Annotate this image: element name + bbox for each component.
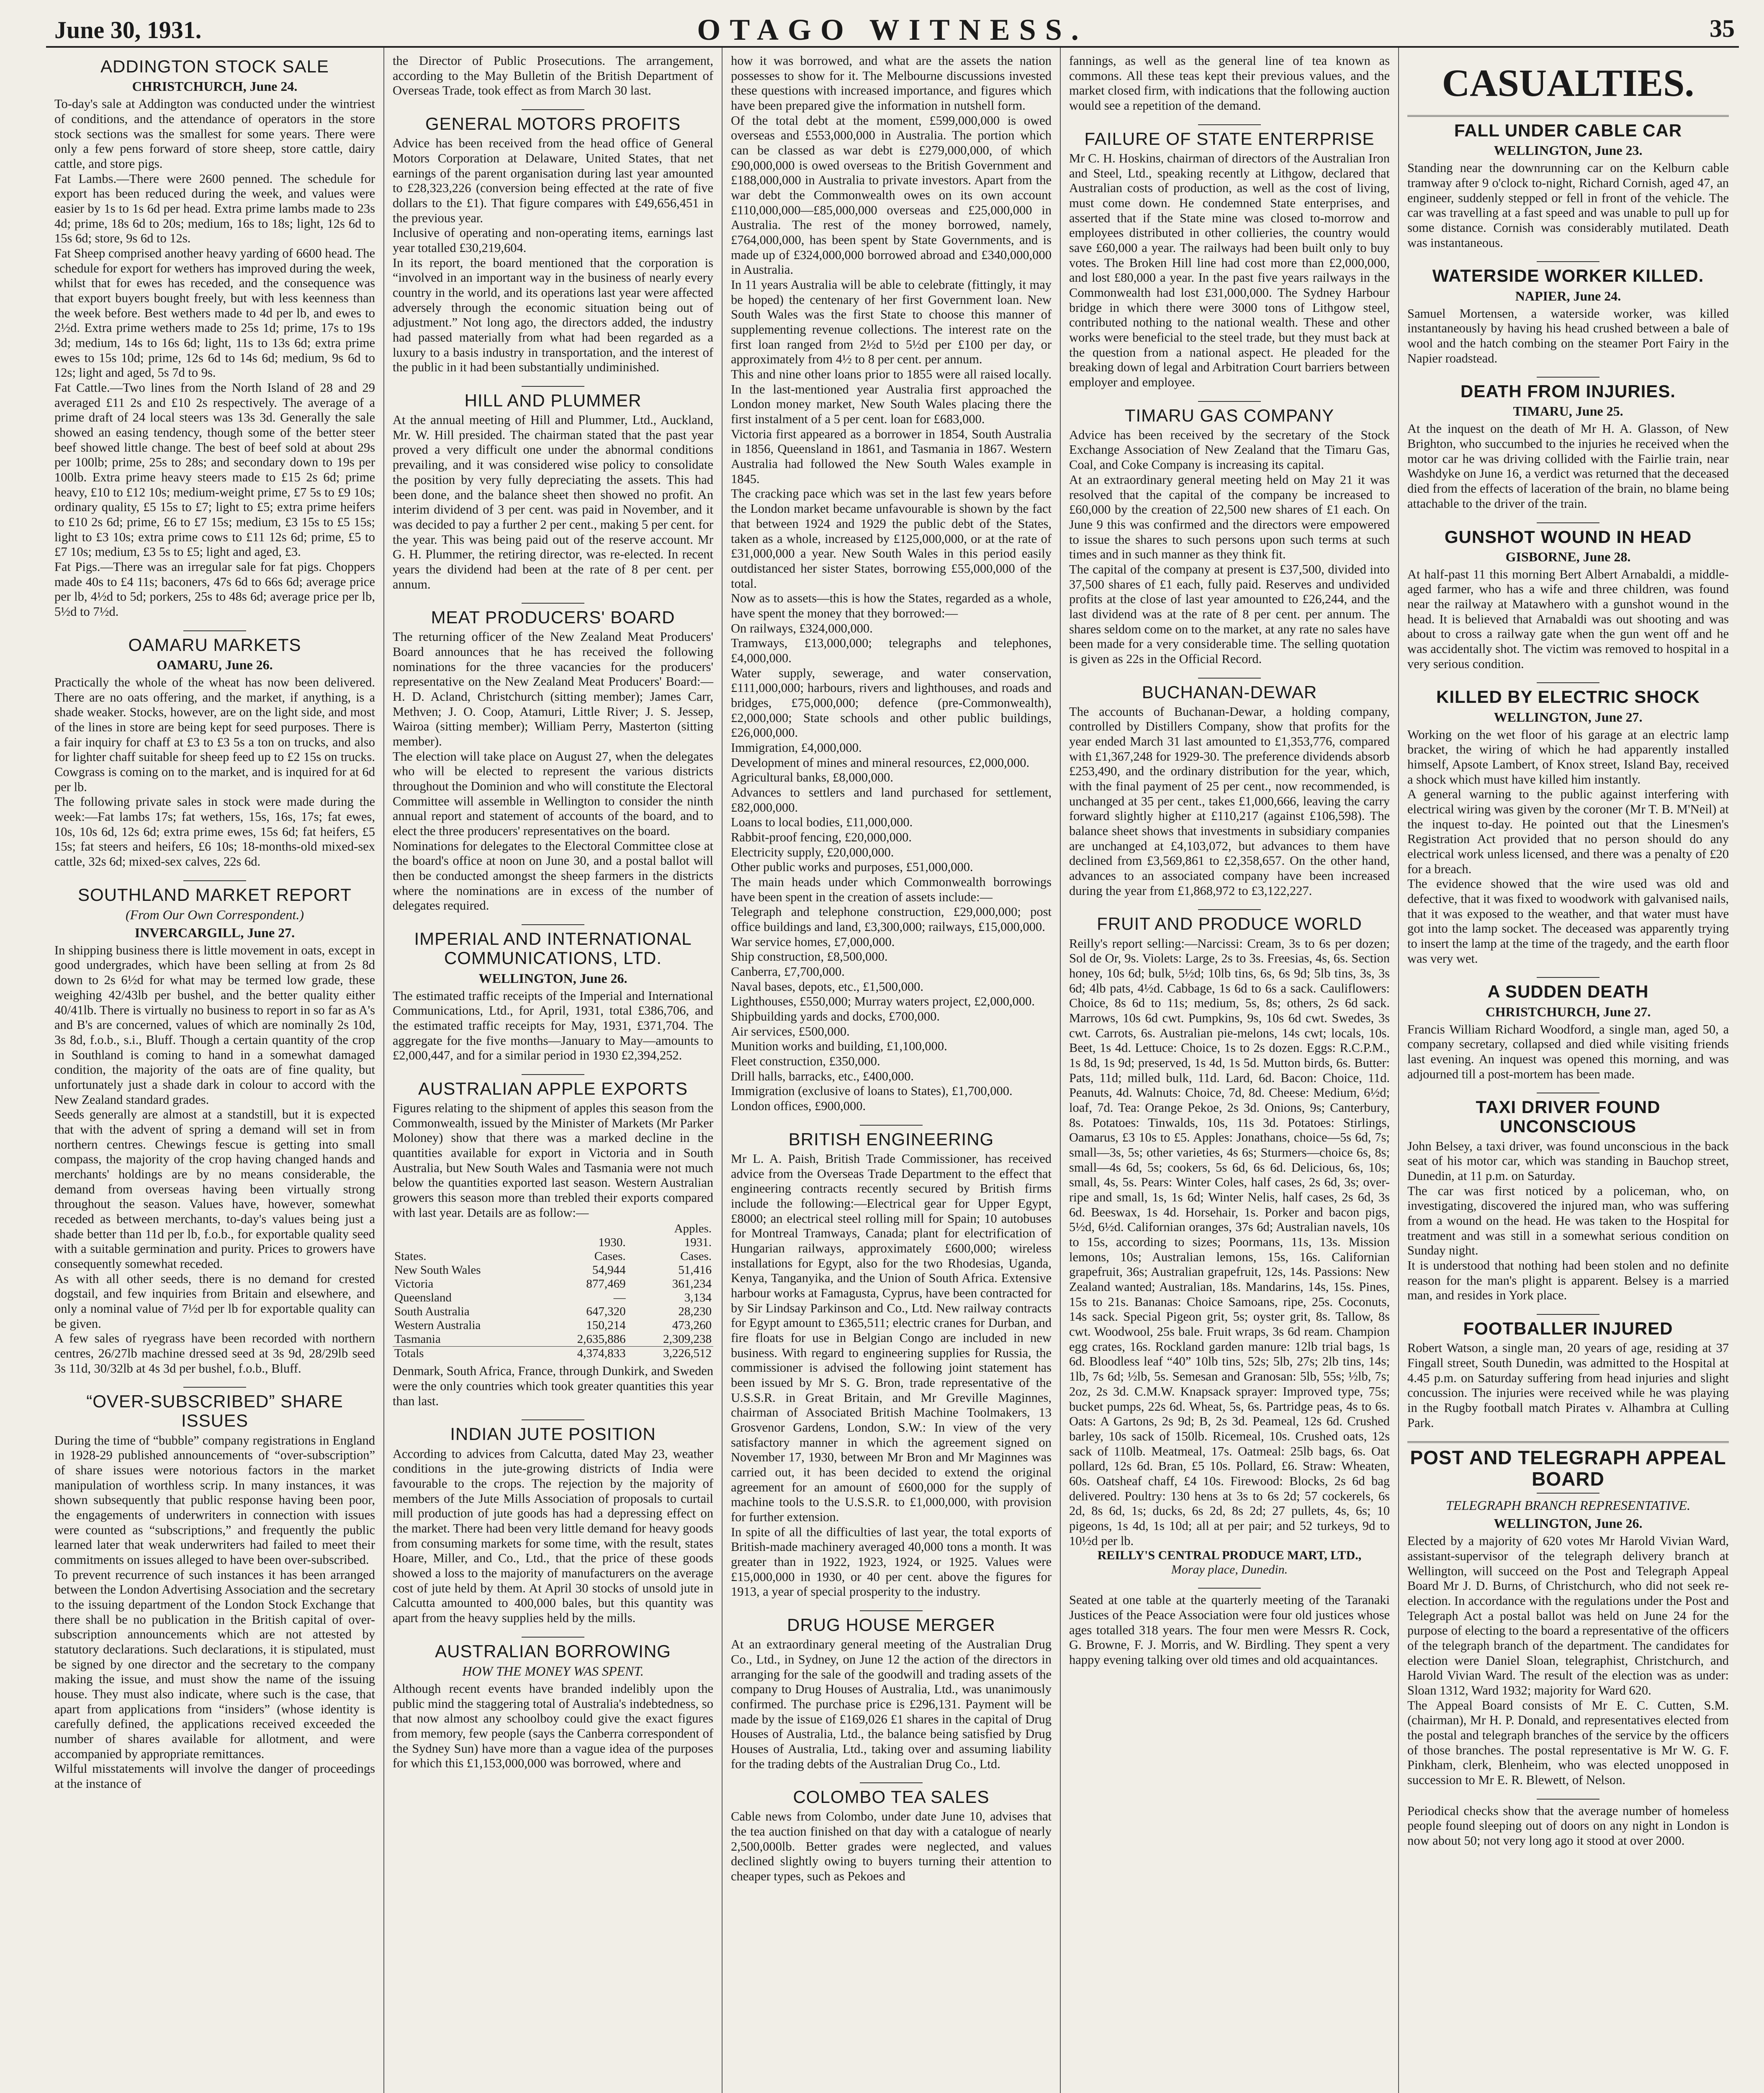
article-body: Advice has been received from the head office of General Motors Corporation at Delaware, United States, that net earnings of the parent organisation during last year amounted to £28,323,226 (conversion being effected at the rate of five dollars to the £1). That figure compares with £49,656,451 in the previous year. Inclusive of operating and non-operating items, earnings last year totalled £30,219,604. In its report, the board mentioned that the corporation is “involved in an important way in the business of nearly every country in the world, and its operations last year were affected adversely through the economic situation being out of adjustment.” Not long ago, the directors added, the industry had passed materially from what had been regarded as a luxury to a basis industry in transportation, and the interest of the public in it had been substantially undiminished. (393, 136, 713, 375)
column-4 (1061, 48, 1399, 2093)
state-name: Victoria (394, 1277, 434, 1291)
advertiser-name: REILLY'S CENTRAL PRODUCE MART, LTD., (1097, 1548, 1362, 1563)
cases-1931: 51,416 (678, 1263, 712, 1277)
article-body: Mr L. A. Paish, British Trade Commissioner, has received advice from the Overseas Trade Department to the effect that engineering contracts recently secured by British firms include the following:—Electrical gear for Upper Egypt, £8000; an electrical steel rolling mill for Spain; 10 autobuses for Montreal Tramways, Canada; plant for electrification of Hungarian railways, approximately £600,000; wireless installations for Egypt, also for the two Rhodesias, Uganda, Kenya, Tanganyika, and the Union of South Africa. Extensive harbour works at Famagusta, Cyprus, have been contracted for by Sir Lindsay Parkinson and Co., Ltd. New railway contracts for Egypt amount to £365,511; electric cranes for Durban, and fire floats for use in Belgian Congo are included in new business. With regard to engineering supplies for Russia, the commissioner is advised the following joint statement has been issued by Mr S. G. Bron, trade representative of the U.S.S.R. in Great Britain, and Mr Greville Maginnes, chairman of Associated British Machine Toolmakers, 13 Grosvenor Gardens, London, S.W.: In view of the very satisfactory manner in which the agreement signed on November 17, 1930, between Mr Bron and Mr Maginnes was carried out, it has been decided to extend the original agreement for an amount of £600,000 for the supply of machine tools to the U.S.S.R. to £1,000,000, with provision for further extension. In spite of all the difficulties of last year, the total exports of British-made machinery averaged 40,000 tons a month. It was greater than in 1922, 1923, 1924, or 1925. Values were £15,000,000 in 1930, or 40 per cent. above the figures for 1913, a year of special prosperity to the industry. (731, 1151, 1052, 1599)
article-headline: SOUTHLAND MARKET REPORT (78, 885, 352, 905)
table-unit-row: States. Cases. Cases. (393, 1250, 713, 1263)
columns (46, 48, 1739, 2093)
divider (1537, 522, 1599, 523)
state-name: Western Australia (394, 1319, 481, 1332)
article-southland (54, 885, 375, 1376)
article-body: fannings, as well as the general line of tea known as commons. All these teas kept their previous values, and the market closed firm, with indications that the following auction would see a repetition of the demand. (1069, 54, 1390, 113)
divider (522, 1074, 584, 1075)
article-headline: TAXI DRIVER FOUND UNCONSCIOUS (1476, 1097, 1661, 1136)
article-body: Standing near the downrunning car on the Kelburn cable tramway after 9 o'clock to-night, Richard Cornish, aged 47, an engineer, suddenly stepped or fell in front of the vehicle. The car was travelling at a fast speed and was unable to pull up for some distance. Cornish was considerably mutilated. Death was instantaneous. (1407, 161, 1729, 250)
article-body: Elected by a majority of 620 votes Mr Harold Vivian Ward, assistant-supervisor of the telegraph delivery branch at Wellington, will succeed on the Post and Telegraph Appeal Board Mr J. D. Burns, of Christchurch, who did not seek re-election. In accordance with the regulations under the Post and Telegraph Act a postal ballot was held on June 24 for the purpose of electing to the board a representative of the officers of the telegraph branch of the department. The candidates for election were Daniel Sloan, telegraphist, Christchurch, and Harold Vivian Ward. The result of the election was as under: Sloan 1312, Ward 1932; majority for Ward 620. The Appeal Board consists of Mr E. C. Cutten, S.M. (chairman), Mr H. P. Donald, and representatives elected from the postal and telegraph branches of the service by the officers of those branches. The postal representative is Mr W. G. F. Pinkham, clerk, Blenheim, who was elected unopposed in succession to Mr E. R. Blewett, of Nelson. (1407, 1534, 1729, 1787)
article-body: To-day's sale at Addington was conducted under the wintriest of conditions, and the attendance of operators in the store stock sections was the smallest for some years. There were only a few pens forward of store sheep, store cattle, dairy cattle, and store pigs. Fat Lambs.—There were 2600 penned. The schedule for export has been reduced during the week, and values were easier by 1s to 1s 6d per head. Extra prime lambs made to 23s 4d; prime, 18s 6d to 20s; medium, 16s to 18s; light, 12s 6d to 15s 6d; store, 9s 6d to 12s. Fat Sheep comprised another heavy yarding of 6600 head. The schedule for export for wethers has improved during the week, whilst that for ewes has receded, and the consequence was that export buyers bought freely, but with less keenness than the week before. Best wethers made to 4d per lb, and ewes to 2½d. Extra prime wethers made to 25s 1d; prime, 17s to 19s 3d; medium, 14s to 16s 6d; light, 11s to 13s 6d; extra prime ewes to 15s 10d; prime, 12s 6d to 14s 6d; medium, 9s 6d to 12s; light and aged, 5s 7d to 9s. Fat Cattle.—Two lines from the North Island of 28 and 29 averaged £11 2s and £10 2s respectively. The average of a prime draft of 24 local steers was 13s 3d. Generally the sale showed an easing tendency, though some of the better steer beef showed little change. The best of beef sold at about 29s per 100lb; prime, 25s to 28s; and secondary down to 19s per 100lb. Extra prime heavy steers made to £15 2s 6d; prime heavy, £10 to £12 10s; medium-weight prime, £7 5s to £9 10s; ordinary quality, £5 15s to £7; light to £5; extra prime heifers to £10 2s 6d; prime, £6 to £7 15s; medium, £3 15s to £5 15s; light to £3 10s; extra prime cows to £11 12s 6d; prime, £5 to £7 10s; medium, £3 5s to £5; light and aged, £3. Fat Pigs.—There was an irregular sale for fat pigs. Choppers made 40s to £4 11s; baconers, 47s 6d to 66s 6d; average price per lb, 4½d to 5d; porkers, 25s to 48s 6d; average price per lb, 5½d to 7½d. (54, 97, 375, 619)
section-casualties (1407, 62, 1729, 104)
article-headline: FALL UNDER CABLE CAR (1454, 121, 1682, 141)
article-headline: GUNSHOT WOUND IN HEAD (1444, 527, 1692, 547)
article-indian-jute (393, 1424, 713, 1625)
article-borrowing-continued (731, 54, 1052, 1114)
divider (183, 1387, 246, 1388)
article-body: how it was borrowed, and what are the assets the nation possesses to show for it. The Melbourne discussions invested these questions with increased importance, and figures which have been prepared give the information in nutshell form. Of the total debt at the moment, £599,000,000 is owed overseas and £553,000,000 in Australia. The portion which can be classed as war debt is £279,000,000, of which £90,000,000 is owed overseas to the British Government and £188,000,000 in Australia to private investors. Apart from the war debt the Commonwealth owes on its own account £110,000,000—£85,000,000 overseas and £25,000,000 in Australia. The rest of the money borrowed, namely, £764,000,000, has been spent by State Governments, and is made up of £324,000,000 borrowed abroad and £340,000,000 in Australia. In 11 years Australia will be able to celebrate (fittingly, it may be hoped) the centenary of her first Government loan. New South Wales was the first State to choose this manner of supplementing revenue collections. The interest rate on the first loan ranged from 2½d to 5½d per £100 per day, or approximately from 4½ to 8 per cent. per annum. This and nine other loans prior to 1855 were all raised locally. In the last-mentioned year Australia first approached the London money market, New South Wales placing there the first instalment of a 5 per cent. loan for £683,000. Victoria first appeared as a borrower in 1854, South Australia in 1856, Queensland in 1861, and Tasmania in 1867. Western Australia had followed the New South Wales example in 1845. The cracking pace which was set in the last few years before the London market became unfavourable is shown by the fact that between 1924 and 1929 the public debt of the States, taken as a whole, increased by £125,000,000, or at the rate of £31,000,000 a year. New South Wales in this period easily outdistanced her sister States, borrowing £55,000,000 of the total. Now as to assets—this is how the States, regarded as a whole, have spent the money that they borrowed:— On railways, £324,000,000. Tramways, £13,000,000; telegraphs and telephones, £4,000,000. Water supply, sewerage, and water conservation, £111,000,000; harbours, rivers and lighthouses, and roads and bridges, £75,000,000; defence (pre-Commonwealth), £2,000,000; State schools and other public buildings, £26,000,000. Immigration, £4,000,000. Development of mines and mineral resources, £2,000,000. Agricultural banks, £8,000,000. Advances to settlers and land purchased for settlement, £82,000,000. Loans to local bodies, £11,000,000. Rabbit-proof fencing, £20,000,000. Electricity supply, £20,000,000. Other public works and purposes, £51,000,000. The main heads under which Commonwealth borrowings have been spent in the creation of assets include:— Telegraph and telephone construction, £29,000,000; post office buildings and land, £3,300,000; railways, £15,000,000. War service homes, £7,000,000. Ship construction, £8,500,000. Canberra, £7,700,000. Naval bases, depots, etc., £1,500,000. Lighthouses, £550,000; Murray waters project, £2,000,000. Shipbuilding yards and docks, £700,000. Air services, £500,000. Munition works and building, £1,100,000. Fleet construction, £350,000. Drill halls, barracks, etc., £400,000. Immigration (exclusive of loans to States), £1,700,000. London offices, £900,000. (731, 54, 1052, 1113)
article-body: Figures relating to the shipment of apples this season from the Commonwealth, issued by the Minister of Markets (Mr Parker Moloney) show that there was a marked decline in the quantities available for export in Victoria and in South Australia, but New South Wales and Tasmania were not much below the quantities exported last season. Western Australian growers this season more than trebled their exports compared with last year. Details are as follow:— (393, 1101, 713, 1220)
total-label: Totals (393, 1347, 541, 1361)
divider (522, 1419, 584, 1420)
divider (1537, 261, 1599, 262)
divider (1198, 1588, 1261, 1589)
total-1930: 4,374,833 (541, 1347, 627, 1361)
article-body: The accounts of Buchanan-Dewar, a holding company, controlled by Distillers Company, show that profits for the year ended March 31 last amounted to £1,353,776, compared with £1,367,248 for 1929-30. The preference dividends absorb £253,490, and the ordinary distribution for the year, which, with the final payment of 25 per cent., now recommended, is unchanged at 35 per cent., takes £1,000,666, leaving the carry forward slightly higher at £110,217 (against £106,598). The balance sheet shows that investments in subsidiary companies are unchanged at £4,103,072, but advances to them have declined from £3,569,861 to £2,358,657. On the other hand, advances to an associated company have been increased during the year from £1,868,972 to £3,122,227. (1069, 704, 1390, 898)
divider (1407, 115, 1729, 117)
table-row (393, 1305, 713, 1319)
article-timaru-gas (1069, 406, 1390, 667)
column-3 (723, 48, 1061, 2093)
article-body: At an extraordinary general meeting of the Australian Drug Co., Ltd., in Sydney, on June 12 the action of the directors in arranging for the sale of the goodwill and trading assets of the company to Drug Houses of Australia, Ltd., was unanimously confirmed. The purchase price is £296,131. Payment will be made by the issue of £169,026 £1 shares in the capital of Drug Houses of Australia, Ltd., the balance being satisfied by Drug Houses of Australia, Ltd., taking over and assuming liability for the trading debts of the Australian Drug Co., Ltd. (731, 1637, 1052, 1771)
article-australian-borrowing (393, 1642, 713, 1771)
article-body-continued: Denmark, South Africa, France, through Dunkirk, and Sweden were the only countries which took greater quantities this year than last. (393, 1364, 713, 1408)
divider (1198, 401, 1261, 402)
article-gunshot (1407, 527, 1729, 672)
article-body: Cable news from Colombo, under date June 10, advises that the tea auction finished on that day with a catalogue of nearly 2,500,000lb. Better grades were neglected, and values declined slightly owing to buyers turning their attention to cheaper types, such as Pekoes and (731, 1809, 1052, 1884)
divider (1198, 909, 1261, 910)
article-body: Mr C. H. Hoskins, chairman of directors of the Australian Iron and Steel, Ltd., speaking recently at Lithgow, declared that Australian costs of production, as well as the cost of living, must come down. He condemned State enterprises, and asserted that if the State mine was closed to-morrow and employees distributed in other collieries, the country would save £60,000 a year. The railways had been built only to buy votes. The Broken Hill line had cost more than £2,000,000, and lost £80,000 a year. In the past five years railways in the Commonwealth had lost £31,000,000. The Sydney Harbour bridge in which there were 3000 tons of Lithgow steel, contributed nothing to the national wealth. These and other works were beneficial to the steel trade, but they must back at the question from a national aspect. He pleaded for the breaking down of legal and Arbitration Court barriers between employer and employee. (1069, 151, 1390, 389)
table-header-row (393, 1236, 713, 1250)
cases-1930: 647,320 (586, 1305, 626, 1319)
article-headline: ADDINGTON STOCK SALE (100, 57, 329, 76)
table-title: Apples. (674, 1222, 712, 1236)
article-body: At the inquest on the death of Mr H. A. Glasson, of New Brighton, who succumbed to the injuries he received when the motor car he was driving collided with the Fairlie train, near Washdyke on June 16, a verdict was returned that the deceased died from the effects of laceration of the brain, no blame being attachable to the driver of the train. (1407, 422, 1729, 511)
table-row (393, 1332, 713, 1347)
article-body: Seated at one table at the quarterly meeting of the Taranaki Justices of the Peace Association were four old justices whose ages totalled 318 years. The four men were Messrs R. Cock, G. Browne, F. J. Morris, and W. Birdling. They spent a very happy evening talking over old times and old acquaintances. (1069, 1593, 1390, 1667)
divider (860, 1782, 923, 1783)
column-header-1930: 1930. (598, 1236, 626, 1250)
article-headline: GENERAL MOTORS PROFITS (425, 114, 681, 134)
page-number: 35 (1710, 15, 1735, 42)
advertiser-address: Moray place, Dunedin. (1171, 1563, 1288, 1577)
article-imperial-communications (393, 929, 713, 1063)
article-body: According to advices from Calcutta, dated May 23, weather conditions in the jute-growing districts of India were favourable to the crops. The rejection by the majority of members of the Jute Mills Association of proposals to curtail mill production of jute goods has had a depressing effect on the market. There had been very little demand for heavy goods from consuming markets for some time, with the result, states Hoare, Miller, and Co., Ltd., that the price of these goods showed a loss to the majority of manufacturers on the average cost of jute held by them. At April 30 stocks of unsold jute in Calcutta amounted to 400,000 bales, but this quantity was apart from the heavy supplies held by the mills. (393, 1446, 713, 1625)
divider (860, 1125, 923, 1126)
total-1931: 3,226,512 (627, 1347, 713, 1361)
newspaper-title: OTAGO WITNESS. (697, 13, 1088, 46)
unit-label: Cases. (594, 1250, 626, 1263)
article-headline: WATERSIDE WORKER KILLED. (1432, 266, 1704, 286)
divider (1537, 977, 1599, 978)
article-sudden-death (1407, 982, 1729, 1082)
article-cable-car (1407, 121, 1729, 250)
article-british-engineering (731, 1130, 1052, 1599)
article-headline: BRITISH ENGINEERING (788, 1129, 994, 1149)
article-body: In shipping business there is little movement in oats, except in good undergrades, which have been selling at from 2s 8d down to 2s 6½d for what may be termed low grade, these weighing 42/43lb per bushel, and the better quality either 40/41lb. There is virtually no business to report in so far as A's and B's are concerned, values of which are nominally 2s 10d, 3s 8d, f.o.b., s.i., Bluff. Though a certain quantity of the crop in Southland is coming to hand in a somewhat damaged condition, the majority of the oats are of fine quality, but unfortunately just a shade dark in colour to accord with the New Zealand standard grades. Seeds generally are almost at a standstill, but it is expected that with the advent of spring a demand will set in from northern centres. Chewings fescue is getting into small compass, the majority of the crop having changed hands and merchants' holdings are by no means considerable, the demand from overseas having been virtually strong throughout the season. Values have, however, somewhat receded as between merchants, to-day's values being just a shade better than 11d per lb, f.o.b., for exportable quality seed with a suitable germination and purity. Prices to growers have consequently somewhat receded. As with all other seeds, there is no demand for crested dogstail, and few inquiries from Britain and elsewhere, and only a nominal value of 7½d per lb for exportable quality can be given. A few sales of ryegrass have been recorded with northern centres, 26/27lb machine dressed seed at 3s 9d, 28/29lb seed 3s 11d, 30/32lb at 4s 3d per bushel, f.o.b., Bluff. (54, 943, 375, 1376)
article-dateline: WELLINGTON, June 26. (478, 970, 627, 986)
article-dateline: TIMARU, June 25. (1513, 404, 1623, 419)
article-dateline: GISBORNE, June 28. (1505, 549, 1631, 564)
divider (1537, 377, 1599, 378)
article-dateline: OAMARU, June 26. (157, 657, 273, 672)
cases-1931: 473,260 (672, 1319, 712, 1332)
table-row (393, 1263, 713, 1277)
article-taxi-driver (1407, 1098, 1729, 1303)
state-name: Tasmania (394, 1332, 441, 1346)
article-dateline: WELLINGTON, June 27. (1494, 709, 1643, 725)
article-body: the Director of Public Prosecutions. The arrangement, according to the May Bulletin of the British Department of Overseas Trade, took effect as from March 30 last. (393, 54, 713, 98)
article-dateline: NAPIER, June 24. (1515, 288, 1621, 303)
article-electric-shock (1407, 687, 1729, 966)
article-body: Samuel Mortensen, a waterside worker, was killed instantaneously by having his head crushed between a bale of wool and the hatch combing on the steamer Port Fairy in the Napier roadstead. (1407, 306, 1729, 365)
divider (522, 1637, 584, 1638)
divider (860, 1610, 923, 1611)
issue-date: June 30, 1931. (54, 16, 202, 44)
article-headline: “OVER-SUBSCRIBED” SHARE ISSUES (86, 1391, 343, 1431)
article-body: The estimated traffic receipts of the Imperial and International Communications, Ltd., for April, 1931, total £386,706, and the estimated traffic receipts for May, 1931, £371,704. The aggregate for the five months—January to May—amounts to £2,000,447, and for a similar period in 1930 £2,394,252. (393, 988, 713, 1063)
cases-1930: 150,214 (586, 1319, 626, 1332)
article-death-injuries (1407, 382, 1729, 511)
article-oversubscribed-continued (393, 54, 713, 98)
article-headline: KILLED BY ELECTRIC SHOCK (1436, 687, 1700, 707)
article-body: Francis William Richard Woodford, a single man, aged 50, a company secretary, collapsed and died while visiting friends last evening. An inquest was opened this morning, and was adjourned till a post-mortem has been made. (1407, 1022, 1729, 1081)
article-headline: DRUG HOUSE MERGER (787, 1615, 995, 1635)
article-headline: HILL AND PLUMMER (464, 390, 642, 410)
article-body: Advice has been received by the secretary of the Stock Exchange Association of New Zealand that the Timaru Gas, Coal, and Coke Company is increasing its capital. At an extraordinary general meeting held on May 21 it was resolved that the capital of the company be increased to £60,000 by the creation of 22,500 new shares of £1 each. On June 9 this was confirmed and the directors were empowered to issue the shares to such persons upon such terms at such times and in such manner as they think fit. The capital of the company at present is £37,500, divided into 37,500 shares of £1 each, fully paid. Reserves and undivided profits at the close of last year amounted to £26,244, and the last dividend was at the rate of 8 per cent. per annum. The shares seldom come on to the market, at any rate no sales have been made for a very considerable time. The selling quotation is given as 22s in the Official Record. (1069, 427, 1390, 666)
article-headline: IMPERIAL AND INTERNATIONAL COMMUNICATIONS, LTD. (414, 929, 692, 968)
divider (183, 880, 246, 881)
article-headline: FOOTBALLER INJURED (1463, 1318, 1673, 1338)
column-header-1931: 1931. (684, 1236, 712, 1250)
divider (183, 630, 246, 631)
article-hill-plummer (393, 391, 713, 592)
article-homeless (1407, 1804, 1729, 1849)
cases-1931: 3,134 (684, 1291, 712, 1305)
cases-1930: 877,469 (586, 1277, 626, 1291)
table-row (393, 1277, 713, 1291)
article-headline: AUSTRALIAN BORROWING (435, 1641, 671, 1661)
column-1 (46, 48, 384, 2093)
article-headline: FAILURE OF STATE ENTERPRISE (1084, 129, 1375, 149)
divider (522, 386, 584, 387)
divider (1537, 1799, 1599, 1800)
article-deck: HOW THE MONEY WAS SPENT. (462, 1663, 644, 1679)
article-dateline: CHRISTCHURCH, June 24. (132, 79, 298, 94)
article-headline: OAMARU MARKETS (128, 635, 301, 655)
article-body: Reilly's report selling:—Narcissi: Cream, 3s to 6s per dozen; Sol de Or, 9s. Violets: Large, 2s to 3s. Freesias, 4s, 6s. Section honey, 10s 6d; bulk, 5½d; 10lb tins, 6s, 6s 9d; 5lb tins, 3s, 3s 6d; 4lb pats, 4½d. Cabbage, 1s 6d to 6s a sack. Cauliflowers: Choice, 8s 6d to 11s; medium, 5s, 8s; others, 2s 6d sack. Marrows, 10s 6d cwt. Pumpkins, 9s, 10s 6d cwt. Swedes, 3s cwt. Carrots, 6s. Australian pie-melons, 14s cwt; locals, 10s. Beet, 1s 4d. Lettuce: Choice, 1s to 2s dozen. Eggs: R.C.P.M., 1s 8d, 1s 9d; preserved, 1s 4d, 1s 5d. Mutton birds, 6s. Butter: Pats, 11d; milled bulk, 11d. Lard, 6d. Bacon: Choice, 11d. Peanuts, 4d. Walnuts: Choice, 7d, 8d. Cheese: Medium, 6½d; loaf, 7d. Tea: Orange Pekoe, 2s 3d. Onions, 9s; Canterbury, 8s. Potatoes: Tinwalds, 10s, 11s 3d. Potatoes: Stirlings, Oamarus, £3 10s to £5. Apples: Jonathans, choice—5s 6d, 7s; small—3s, 5s; other varieties, 4s 6s; Sturmers—choice 6s, 8s; small—4s 6d, 5s; cookers, 5s 6d, 6s 6d. Delicious, 6s, 10s; small, 4s, 5s. Pears: Winter Coles, half cases, 2s 6d, 3s; over-ripe and small, 1s, 1s 6d; Winter Nelis, half cases, 2s 6d, 3s 6d. Beeswax, 1s 4d. Horsehair, 1s. Porker and bacon pigs, 5½d, 6½d. Californian oranges, 37s 6d; Australian navels, 10s to 15s, according to sizes; Poormans, 11s, 13s. Mission lemons, 10s; Australian lemons, 15s, 16s. Californian grapefruit, 36s; Australian grapefruit, 12s, 14s. Passions: New Zealand wanted; Australian, 18s. Mandarins, 14s, 15s. Pines, 15s to 21s. Bananas: Choice Samoans, ripe, 25s. Coconuts, 14s sack. Special Pigeon grit, 5s; oyster grit, 8s. Tallow, 8s cwt. Woodwool, 25s bale. Fruit wraps, 3s 6d ream. Champion egg crates, 16s. Rockland garden manure: 12lb trial bags, 1s 6d. Bloodless leaf “40” 10lb tins, 52s; 5lb, 27s; 2lb tins, 14s; 1lb, 7s 6d; ½lb, 5s. Semesan and Granosan: 5lb, 55s; ½lb, 7s; 2oz, 2s 3d. C.M.W. Knapsack sprayer: Improved type, 75s; bucket pumps, 22s 6d. Wheat, 5s, 6s. Partridge peas, 4s to 6s. Oats: A Gartons, 2s 9d; B, 2s 3d. Peameal, 12s 6d. Crushed barley, 10s sack of 150lb. Ricemeal, 10s. Crushed oats, 12s sack of 110lb. Meatmeal, 17s. Oatmeal: 25lb bags, 6s. Oat pollard, 12s 6d. Bran, £5 10s. Pollard, £6. Straw: Wheaten, 60s. Oatsheaf chaff, £4 10s. Firewood: Blocks, 2s 6d bag delivered. Poultry: 130 hens at 3s to 6s 2d; 57 cockerels, 6s 2d, 8s 6d, 1s; ducks, 6s 2d, 8s 2d; 27 pullets, 4s, 6s; 10 pigeons, 1s 4d, 1s 10d; all at per pair; and 52 turkeys, 9d to 10½d per lb. (1069, 936, 1390, 1548)
article-buchanan-dewar (1069, 683, 1390, 899)
divider (1537, 682, 1599, 683)
article-body: Robert Watson, a single man, 20 years of age, residing at 37 Fingall street, South Dunedin, was admitted to the Hospital at 4.45 p.m. on Saturday suffering from head injuries and slight concussion. The injuries were received while he was playing in the Rugby football match Pirates v. Alhambra at Culling Park. (1407, 1341, 1729, 1430)
cases-1930: 2,635,886 (577, 1332, 626, 1346)
column-5 (1399, 48, 1737, 2093)
article-headline: A SUDDEN DEATH (1487, 982, 1649, 1002)
article-body: The returning officer of the New Zealand Meat Producers' Board announces that he has received the following nominations for the three vacancies for the producers' representative on the New Zealand Meat Producers' Board:—H. D. Acland, Christchurch (sitting member); James Carr, Methven; J. O. Coop, Atamuri, Little River; J. S. Jessep, Wairoa (sitting member); William Perry, Masterton (sitting member). The election will take place on August 27, when the delegates who will be elected to represent the various districts throughout the Dominion and who will constitute the Electoral Committee will assemble in Wellington to consider the ninth annual report and statement of accounts of the board, and to elect the three producers' representatives on the board. Nominations for delegates to the Electoral Committee close at the board's office at noon on June 30, and a postal ballot will then be conducted amongst the sheep farmers in the districts where the nominations are in excess of the number of delegates required. (393, 630, 713, 913)
section-headline: CASUALTIES. (1442, 62, 1695, 104)
article-body: At half-past 11 this morning Bert Albert Arnabaldi, a middle-aged farmer, who has a wife and three children, was found near the railway at Matawhero with a gunshot wound in the head. It is believed that Arnabaldi was out shooting and was about to cross a railway gate when the gun went off and he was accidentally shot. The victim was removed to hospital in a very serious condition. (1407, 567, 1729, 671)
article-headline: INDIAN JUTE POSITION (450, 1424, 656, 1444)
divider (1537, 1314, 1599, 1315)
article-drug-merger (731, 1615, 1052, 1772)
article-body: Working on the wet floor of his garage at an electric lamp bracket, the wiring of which he had apparently installed himself, Apsote Lambert, of Knox street, Island Bay, received a shock which must have killed him instantly. A general warning to the public against interfering with electrical wiring was given by the coroner (Mr T. B. M'Neil) at the inquest to-day. He pointed out that the Linesmen's Registration Act provided that no person should do any electrical work unless licensed, and there was a penalty of £20 for a breach. The evidence showed that the wire used was old and defective, that it was fixed to woodwork with galvanised nails, that it was exposed to the weather, and that water must have got into the lamp socket. The deceased was apparently trying to insert the lamp at the time of the tragedy, and the earth floor was very wet. (1407, 727, 1729, 966)
article-dateline: INVERCARGILL, June 27. (134, 925, 295, 940)
article-deck: (From Our Own Correspondent.) (125, 907, 304, 922)
article-body: At the annual meeting of Hill and Plummer, Ltd., Auckland, Mr. W. Hill presided. The chairman stated that the past year proved a very difficult one under the abnormal conditions prevailing, and it was considered wise policy to consolidate the position by very fully depreciating the assets. This had been done, and the balance sheet then showed no profit. An interim dividend of 3 per cent. was paid in November, and it was decided to pay a further 2 per cent., making 5 per cent. for the year. This was being paid out of the reserve account. Mr G. H. Plummer, the retiring director, was re-elected. In recent years the dividend had been at the rate of 8 per cent. per annum. (393, 413, 713, 591)
article-deck: TELEGRAPH BRANCH REPRESENTATIVE. (1446, 1498, 1690, 1513)
article-body: Practically the whole of the wheat has now been delivered. There are no oats offering, and the market, if anything, is a shade weaker. Stocks, however, are on the light side, and most of the lines in store are being kept for seed purposes. There is a fair inquiry for chaff at £3 to £3 5s a ton on trucks, and also for lighter chaff suitable for sheep feed up to £2 15s on trucks. Cowgrass is coming on to the market, and is inquired for at 6d per lb. The following private sales in stock were made during the week:—Fat lambs 17s; fat wethers, 15s, 16s, 17s; fat ewes, 10s, 10s 6d, 12s 6d; extra prime ewes, 15s 6d; fat heifers, £5 15s; fat steers and heifers, £6 10s; 18-months-old mixed-sex cattle, 32s 6d; mixed-sex calves, 22s 6d. (54, 675, 375, 869)
cases-1931: 28,230 (678, 1305, 712, 1319)
article-headline: FRUIT AND PRODUCE WORLD (1097, 914, 1362, 934)
article-headline: COLOMBO TEA SALES (793, 1787, 990, 1807)
divider (1198, 124, 1261, 125)
article-headline: TIMARU GAS COMPANY (1124, 405, 1335, 425)
cases-1931: 2,309,238 (663, 1332, 712, 1346)
divider (1198, 678, 1261, 679)
article-dateline: WELLINGTON, June 26. (1494, 1516, 1643, 1531)
article-headline: POST AND TELEGRAPH APPEAL BOARD (1410, 1447, 1726, 1490)
article-waterside-worker (1407, 266, 1729, 366)
article-footballer (1407, 1319, 1729, 1430)
article-headline: DEATH FROM INJURIES. (1461, 381, 1676, 401)
article-justices (1069, 1593, 1390, 1667)
article-fruit-produce (1069, 914, 1390, 1577)
article-headline: MEAT PRODUCERS' BOARD (431, 607, 675, 627)
table-total-row (393, 1347, 713, 1361)
article-addington (54, 57, 375, 620)
article-meat-producers (393, 608, 713, 913)
table-row (393, 1319, 713, 1332)
unit-label: Cases. (680, 1250, 712, 1263)
divider (522, 924, 584, 925)
article-headline: AUSTRALIAN APPLE EXPORTS (418, 1078, 688, 1098)
state-name: New South Wales (394, 1263, 481, 1277)
article-dateline: CHRISTCHURCH, June 27. (1485, 1004, 1651, 1019)
article-body: Periodical checks show that the average number of homeless people found sleeping out of doors on any night in London is now about 50; not very long ago it stood at over 2000. (1407, 1803, 1729, 1848)
column-2 (384, 48, 723, 2093)
article-body: Although recent events have branded indelibly upon the public mind the staggering total of Australia's indebtedness, so that now almost any schoolboy could give the exact figures from memory, few people (says the Canberra correspondent of the Sydney Sun) have more than a vague idea of the purposes for which this £1,153,000,000 was borrowed, where and (393, 1681, 713, 1771)
divider (522, 603, 584, 604)
masthead (46, 8, 1739, 48)
article-oamaru (54, 635, 375, 869)
divider (522, 109, 584, 110)
article-body: During the time of “bubble” company registrations in England in 1928-29 published announcements of “over-subscription” of share issues were notorious factors in the market manipulation of worthless scrip. In many instances, it was shown subsequently that public response having been poor, the engagements of underwriters in connection with issues were counted as “subscriptions,” and frequently the public learned later that weak underwriters had failed to meet their commitments on issues alleged to have been over-subscribed. To prevent recurrence of such instances it has been arranged between the London Advertising Association and the secretary to the issuing department of the London Stock Exchange that there shall be no publication in the British capital of over-subscription announcements which are not attested by statutory declarations. Such declarations, it is stipulated, must be signed by one director and the secretary to the company making the issue, and must show the name of the issuing house. They must also indicate, where such is the case, that apart from applications from “insiders” (whose identity is carefully defined, the applications received exceeded the number of shares available for allotment, and were accompanied by appropriate remittances. Wilful misstatements will involve the danger of proceedings at the instance of (54, 1433, 375, 1791)
cases-1930: 54,944 (592, 1263, 626, 1277)
apple-exports-table (393, 1222, 713, 1360)
divider (1407, 1441, 1729, 1443)
divider (1537, 1493, 1599, 1494)
article-apple-exports (393, 1079, 713, 1409)
cases-1930: — (613, 1291, 626, 1305)
table-title-row (393, 1222, 713, 1236)
article-appeal-board (1407, 1447, 1729, 1788)
article-body: John Belsey, a taxi driver, was found unconscious in the back seat of his motor car, which was standing in Bauchop street, Dunedin, at 11 p.m. on Saturday. The car was first noticed by a policeman, who, on investigating, discovered the injured man, who was suffering from a wound on the head. He was taken to the Hospital for treatment and was still in a somewhat serious condition on Sunday night. It is understood that nothing had been stolen and no definite reason for the man's plight is apparent. Belsey is a married man, and resides in York place. (1407, 1139, 1729, 1303)
article-colombo-tea (731, 1787, 1052, 1884)
article-general-motors (393, 114, 713, 375)
cases-1931: 361,234 (672, 1277, 712, 1291)
table-row (393, 1291, 713, 1305)
state-name: South Australia (394, 1305, 470, 1319)
article-dateline: WELLINGTON, June 23. (1494, 143, 1643, 158)
article-state-enterprise (1069, 129, 1390, 390)
article-headline: BUCHANAN-DEWAR (1142, 682, 1317, 702)
article-tea-continued (1069, 54, 1390, 113)
article-oversubscribed (54, 1392, 375, 1792)
state-name: Queensland (394, 1291, 452, 1305)
